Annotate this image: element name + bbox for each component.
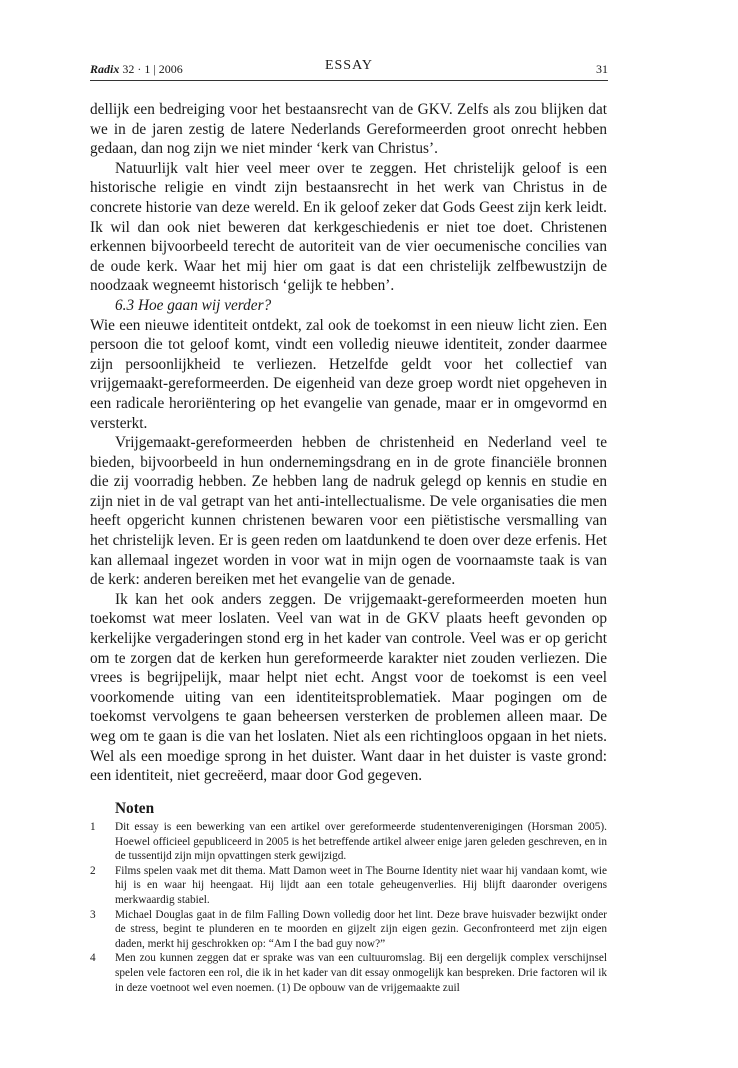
footnote-number: 2 [90, 864, 96, 877]
footnote [90, 908, 607, 952]
article-body [90, 100, 607, 786]
footnote-number: 1 [90, 821, 96, 833]
footnote-number: 4 [90, 952, 96, 965]
paragraph: Ik kan het ook anders zeggen. De vrijgemaakt-gereformeerden moeten hun toekomst wat meer loslaten. Veel van wat in de GKV plaats heeft gevonden op kerkelijke vergaderingen stond erg in het kader van controle. Veel was er op gericht om te zorgen dat de kerken hun gereformeerde karakter niet zouden verliezen. Die vrees is begrijpelijk, maar helpt niet echt. Angst voor de toekomst is een veel voorkomende uiting van een identiteitsproblematiek. Maar pogingen om de toekomst vervolgens te gaan beheersen versterken de problemen alleen maar. De weg om te gaan is die van het loslaten. Niet als een richtingloos opgaan in het niets. Wel als een moedige sprong in het duister. Want daar in het duister is vaste grond: een identiteit, niet gecreëerd, maar door God gegeven. [90, 590, 607, 785]
section-label: ESSAY [324, 58, 374, 73]
paragraph: Wie een nieuwe identiteit ontdekt, zal ook de toekomst in een nieuw licht zien. Een persoon die tot geloof komt, vindt een volledig nieuwe identiteit, zonder daarmee zijn persoonlijkheid te verliezen. Hetzelfde geldt voor het collectief van vrijgemaakt-gereformeerden. De eigenheid van deze groep wordt niet opgeheven in een radicale heroriëntering op het evangelie van genade, maar er in omgevormd en versterkt. [90, 316, 607, 432]
footnotes [90, 800, 607, 995]
issue-info: 32 · 1 | 2006 [122, 62, 183, 76]
footnote [90, 820, 607, 864]
section-heading: 6.3 Hoe gaan wij verder? [115, 296, 272, 314]
running-header [90, 58, 608, 81]
footnote [90, 951, 607, 995]
paragraph: Vrijgemaakt-gereformeerden hebben de christenheid en Nederland veel te bieden, bijvoorbeeld in hun ondernemingsdrang en in de grote financiële bronnen die zij voorradig hebben. Ze hebben lang de nadruk gelegd op kennis en studie en zijn niet in de val getrapt van het anti-intellectualisme. De vele organisaties die men heeft opgericht kunnen christenen bewaren voor een piëtistische versmalling van het christelijk leven. Er is geen reden om laatdunkend te doen over deze erfenis. Het kan allemaal ingezet worden in voor wat in mijn ogen de voornaamste taak is van de kerk: anderen bereiken met het evangelie van de genade. [90, 434, 607, 589]
footnote-text: Films spelen vaak met dit thema. Matt Damon weet in The Bourne Identity niet waar hij vandaan komt, wie hij is en waar hij heengaat. Hij lijdt aan een totale geheugenverlies. Hij blijft daaronder overigens merkwaardig stabiel. [115, 864, 607, 906]
notes-title: Noten [115, 800, 155, 817]
footnote [90, 864, 607, 908]
paragraph: dellijk een bedreiging voor het bestaansrecht van de GKV. Zelfs als zou blijken dat we in de jaren zestig de latere Nederlands Gereformeerden groot onrecht hebben gedaan, dan nog zijn we niet minder ‘kerk van Christus’. [90, 101, 607, 158]
paragraph: Natuurlijk valt hier veel meer over te zeggen. Het christelijk geloof is een historische religie en vindt zijn bestaansrecht in het werk van Christus in de concrete historie van deze wereld. En ik geloof zeker dat Gods Geest zijn kerk leidt. Ik wil dan ook niet beweren dat kerkgeschiedenis er niet toe doet. Christenen erkennen bijvoorbeeld terecht de autoriteit van de vier oecumenische concilies van de oude kerk. Waar het mij hier om gaat is dat een christelijk zelfbewustzijn de noodzaak wegneemt historisch ‘gelijk te hebben’. [90, 159, 607, 295]
footnote-number: 3 [90, 908, 96, 921]
footnote-text: Men zou kunnen zeggen dat er sprake was van een cultuuromslag. Bij een dergelijk complex verschijnsel spelen vele factoren een rol, die ik in het kader van dit essay onmogelijk kan bespreken. Drie factoren wil ik in deze voetnoot wel even noemen. (1) De opbouw van de vrijgemaakte zuil [115, 952, 607, 994]
journal-name: Radix [90, 62, 120, 76]
page-number: 31 [596, 62, 608, 76]
footnote-text: Michael Douglas gaat in de film Falling Down volledig door het lint. Deze brave huisvader bezwijkt onder de stress, begint te plunderen en te moorden en gijzelt zijn eigen gezin. Geconfronteerd met zijn eigen daden, merkt hij geschrokken op: “Am I the bad guy now?” [115, 908, 607, 950]
footnote-text: Dit essay is een bewerking van een artikel over gereformeerde studentenverenigingen (Horsman 2005). Hoewel officieel gepubliceerd in 2005 is het betreffende artikel alweer enige jaren geleden geschreven, en in de tussentijd zijn mijn opvattingen sterk gewijzigd. [115, 821, 607, 863]
